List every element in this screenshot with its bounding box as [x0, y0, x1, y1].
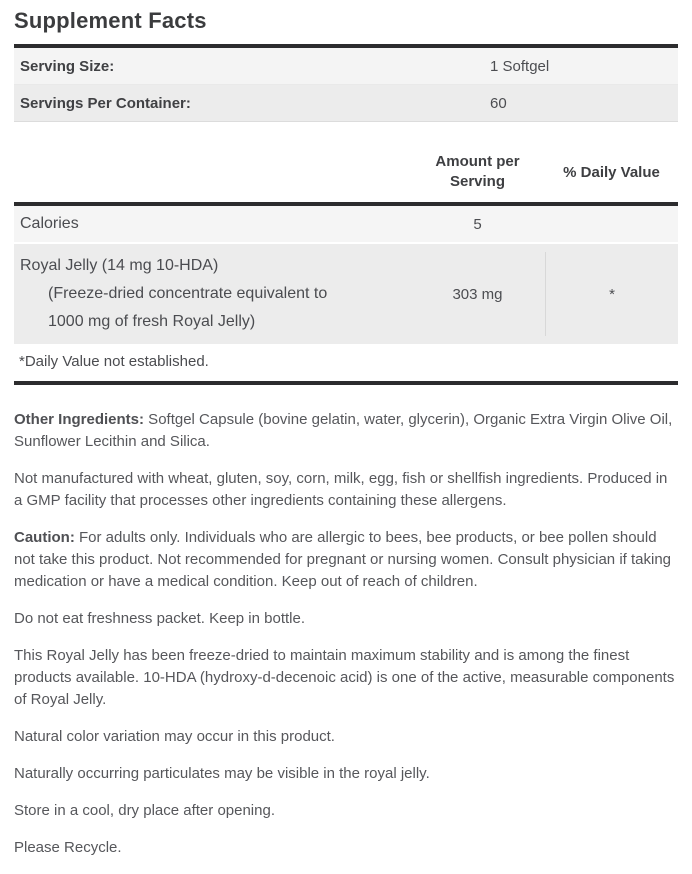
royal-jelly-amount: 303 mg: [452, 285, 503, 303]
page-title: Supplement Facts: [14, 8, 207, 33]
royal-jelly-name-line3: 1000 mg of fresh Royal Jelly): [48, 313, 256, 330]
amount-per-serving-header: [410, 152, 545, 192]
calories-row: [14, 206, 678, 242]
facts-header-row: [14, 152, 678, 202]
amount-header-line2: Serving: [449, 173, 506, 190]
royal-jelly-row: [14, 242, 678, 344]
particulates-paragraph: Naturally occurring particulates may be visible in the royal jelly.: [14, 765, 430, 782]
servings-per-container-value: 60: [490, 94, 507, 112]
freshness-note-paragraph: Do not eat freshness packet. Keep in bottle.: [14, 610, 306, 627]
royal-jelly-daily-value: *: [545, 252, 678, 336]
serving-size-value: 1 Softgel: [490, 57, 550, 75]
caution-paragraph: [14, 527, 678, 593]
calories-name: Calories: [20, 215, 79, 232]
nutrition-facts-table: [14, 152, 678, 385]
other-ingredients-label: Other Ingredients:: [14, 411, 145, 428]
daily-value-footnote: *Daily Value not established.: [14, 344, 678, 381]
color-variation-paragraph: Natural color variation may occur in this product.: [14, 728, 335, 745]
serving-size-label: Serving Size:: [20, 57, 115, 75]
servings-per-container-label: Servings Per Container:: [20, 94, 191, 112]
amount-header-line1: Amount per: [435, 153, 520, 170]
storage-paragraph: Store in a cool, dry place after opening.: [14, 802, 275, 819]
other-ingredients-text: Softgel Capsule (bovine gelatin, water, glycerin), Organic Extra Virgin Olive Oil, Sunflower Lecithin and Silica.: [14, 411, 673, 450]
product-description-paragraph: This Royal Jelly has been freeze-dried to maintain maximum stability and is among the finest products available. 10-HDA (hydroxy-d-decenoic acid) is one of the active, measurable components of Royal Jelly.: [14, 647, 675, 708]
bottom-divider-bar: [14, 381, 678, 385]
servings-per-container-row: [14, 85, 678, 122]
royal-jelly-name-line2: (Freeze-dried concentrate equivalent to: [48, 285, 328, 302]
info-paragraphs: [14, 409, 678, 859]
royal-jelly-name: [14, 252, 410, 336]
allergen-info-paragraph: Not manufactured with wheat, gluten, soy, corn, milk, egg, fish or shellfish ingredients. Produced in a GMP facility that processes other ingredients containing these allergens.: [14, 470, 668, 509]
royal-jelly-name-line1: Royal Jelly (14 mg 10-HDA): [20, 257, 219, 274]
supplement-facts-label: [0, 7, 692, 859]
caution-label: Caution:: [14, 529, 75, 546]
calories-amount: 5: [473, 215, 482, 233]
serving-size-row: [14, 48, 678, 85]
recycle-paragraph: Please Recycle.: [14, 839, 122, 856]
caution-text: For adults only. Individuals who are allergic to bees, bee products, or bee pollen should not take this product. Not recommended for pregnant or nursing women. Consult physician if taking medication or have a medical condition. Keep out of reach of children.: [14, 529, 672, 590]
serving-info-table: [14, 48, 678, 122]
daily-value-header: % Daily Value: [563, 163, 660, 181]
other-ingredients-paragraph: [14, 409, 678, 453]
